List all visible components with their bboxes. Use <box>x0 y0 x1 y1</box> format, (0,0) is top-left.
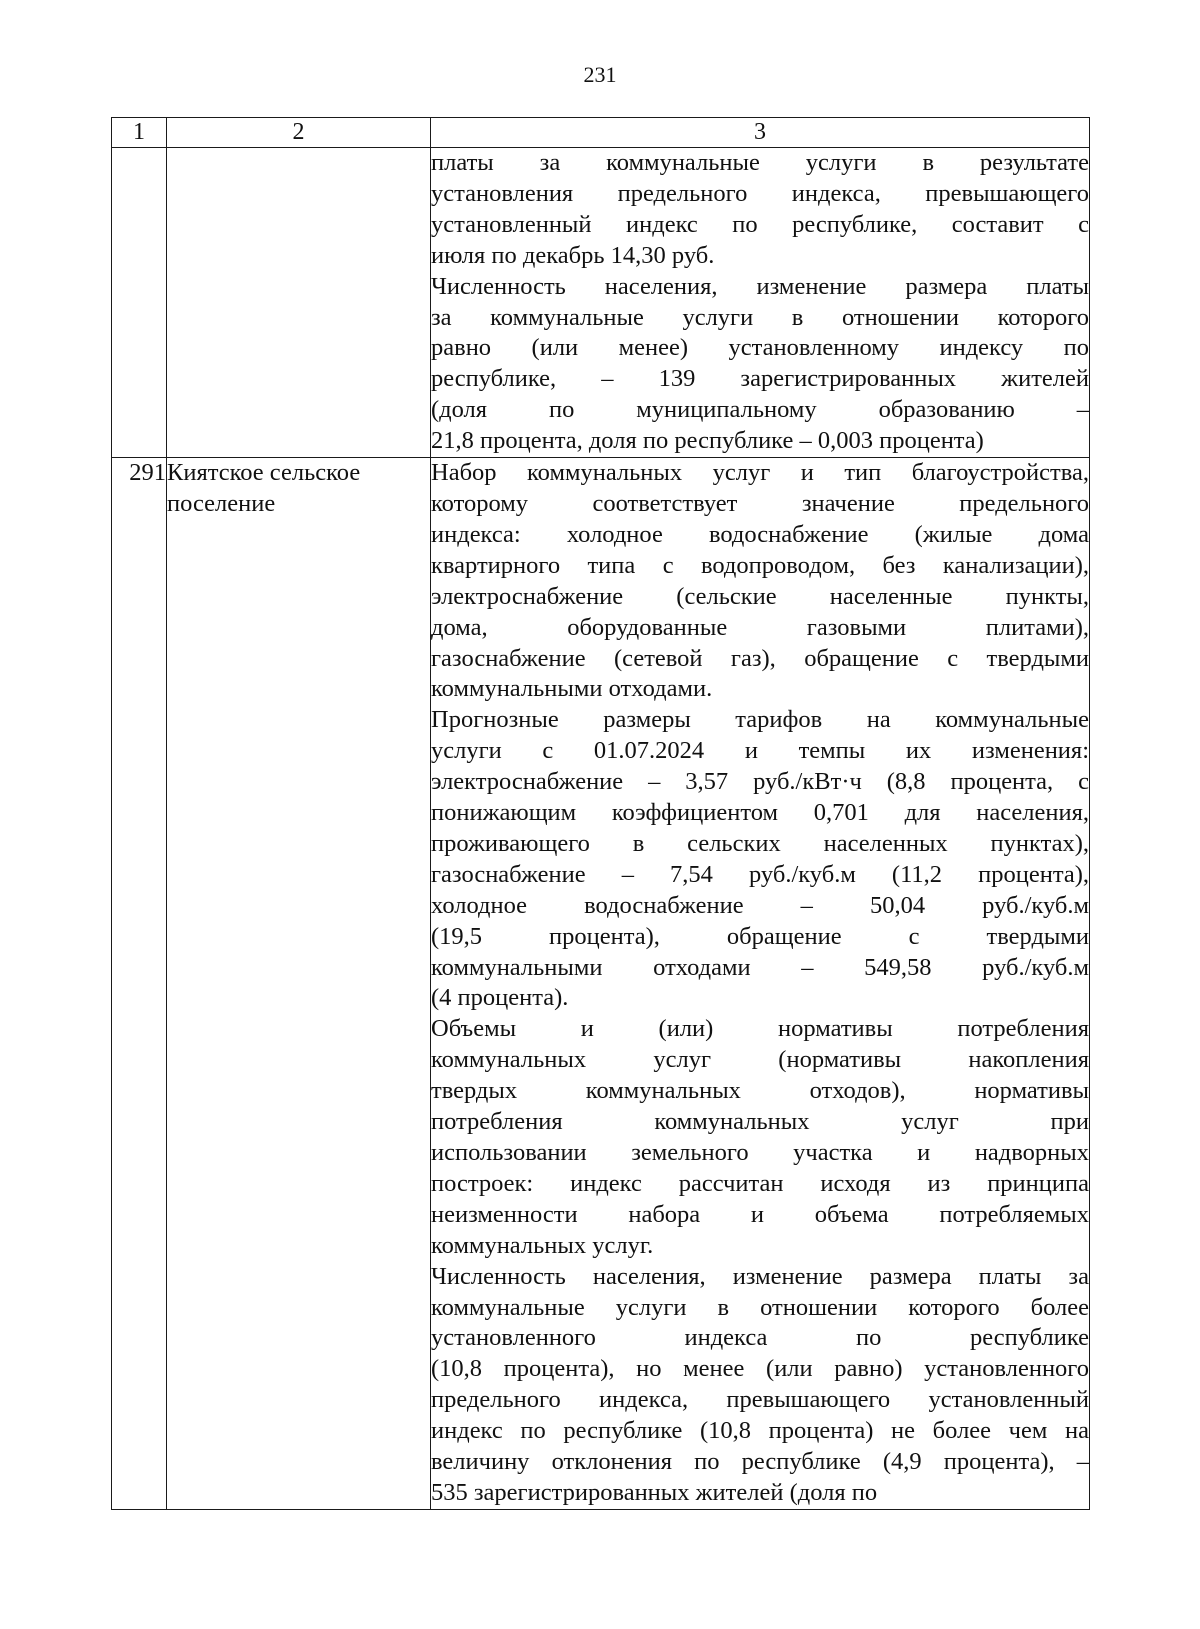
description-text-line: построек: индекс рассчитан исходя из принципа <box>431 1169 1089 1197</box>
description-text-line: индекса: холодное водоснабжение (жилые дома <box>431 520 1089 548</box>
column-header-3: 3 <box>431 118 1090 148</box>
description-text-line: квартирного типа с водопроводом, без канализации), <box>431 551 1089 579</box>
continuation-text-line: (доля по муниципальному образованию – <box>431 396 1089 424</box>
description-text-line: использовании земельного участка и надворных <box>431 1139 1089 1166</box>
description-text-line: коммунальными отходами. <box>431 675 713 703</box>
settlement-name-cell <box>167 458 431 1510</box>
page-number: 231 <box>583 62 617 87</box>
description-text-line: потребления коммунальных услуг при <box>431 1108 1089 1136</box>
description-text-line: 535 зарегистрированных жителей (доля по <box>431 1478 878 1506</box>
description-text-line: услуги с 01.07.2024 и темпы их изменения: <box>431 737 1089 765</box>
description-paragraph <box>431 458 1089 1509</box>
description-text-line: дома, оборудованные газовыми плитами), <box>431 613 1089 641</box>
description-text-line: твердых коммунальных отходов), нормативы <box>431 1077 1089 1105</box>
continuation-paragraph <box>431 148 1089 457</box>
continuation-text-line: установления предельного индекса, превышающего <box>431 179 1089 207</box>
description-text-line: предельного индекса, превышающего установленный <box>431 1386 1089 1414</box>
description-text-line: холодное водоснабжение – 50,04 руб./куб.м <box>431 891 1089 919</box>
document-table <box>111 117 1090 1510</box>
continuation-text-line: платы за коммунальные услуги в результате <box>431 149 1089 176</box>
description-text-line: величину отклонения по республике (4,9 процента), – <box>431 1448 1089 1476</box>
description-text-line: Набор коммунальных услуг и тип благоустройства, <box>431 459 1089 487</box>
table-row-291 <box>112 458 1090 1510</box>
description-text-line: газоснабжение (сетевой газ), обращение с твердыми <box>431 644 1089 672</box>
description-text-line: проживающего в сельских населенных пунктах), <box>431 829 1089 857</box>
description-text-line: индекс по республике (10,8 процента) не более чем на <box>431 1417 1089 1445</box>
description-text-line: понижающим коэффициентом 0,701 для населения, <box>431 799 1089 827</box>
continuation-text-line: установленный индекс по республике, составит с <box>431 210 1089 238</box>
description-text-line: коммунальных услуг. <box>431 1231 654 1259</box>
description-text-line: электроснабжение (сельские населенные пункты, <box>431 582 1089 610</box>
column-header-1: 1 <box>112 118 167 148</box>
description-text-line: коммунальными отходами – 549,58 руб./куб.м <box>431 953 1089 981</box>
continuation-number-cell <box>112 148 167 458</box>
row-number-cell: 291 <box>112 458 167 1510</box>
continuation-text-line: 21,8 процента, доля по республике – 0,003 процента) <box>431 427 984 455</box>
description-text-line: (10,8 процента), но менее (или равно) установленного <box>431 1355 1089 1383</box>
description-text-line: Прогнозные размеры тарифов на коммунальные <box>431 706 1089 734</box>
description-text-line: электроснабжение – 3,57 руб./кВт·ч (8,8 процента, с <box>431 768 1089 796</box>
description-text-line: неизменности набора и объема потребляемых <box>431 1200 1089 1228</box>
continuation-text-line: Численность населения, изменение размера платы <box>431 272 1089 300</box>
description-text-line: установленного индекса по республике <box>431 1324 1089 1352</box>
description-text-line: Объемы и (или) нормативы потребления <box>431 1015 1089 1043</box>
table-row-continuation <box>112 148 1090 458</box>
description-text-line: которому соответствует значение предельного <box>431 489 1089 517</box>
continuation-text-line: равно (или менее) установленному индексу по <box>431 334 1089 362</box>
table-header-row <box>112 118 1090 148</box>
description-text-line: (4 процента). <box>431 984 569 1012</box>
continuation-text-line: июля по декабрь 14,30 руб. <box>431 241 715 269</box>
description-text-line: Численность населения, изменение размера платы за <box>431 1262 1089 1290</box>
continuation-text-line: за коммунальные услуги в отношении которого <box>431 303 1089 331</box>
settlement-name-line-2: поселение <box>167 489 276 517</box>
description-cell <box>431 458 1090 1510</box>
settlement-name-line-1: Киятское сельское <box>167 459 361 487</box>
continuation-name-cell <box>167 148 431 458</box>
column-header-2: 2 <box>167 118 431 148</box>
description-text-line: газоснабжение – 7,54 руб./куб.м (11,2 процента), <box>431 860 1089 888</box>
continuation-text-cell <box>431 148 1090 458</box>
continuation-text-line: республике, – 139 зарегистрированных жителей <box>431 365 1089 393</box>
description-text-line: (19,5 процента), обращение с твердыми <box>431 922 1089 950</box>
description-text-line: коммунальных услуг (нормативы накопления <box>431 1046 1089 1074</box>
description-text-line: коммунальные услуги в отношении которого более <box>431 1293 1089 1321</box>
